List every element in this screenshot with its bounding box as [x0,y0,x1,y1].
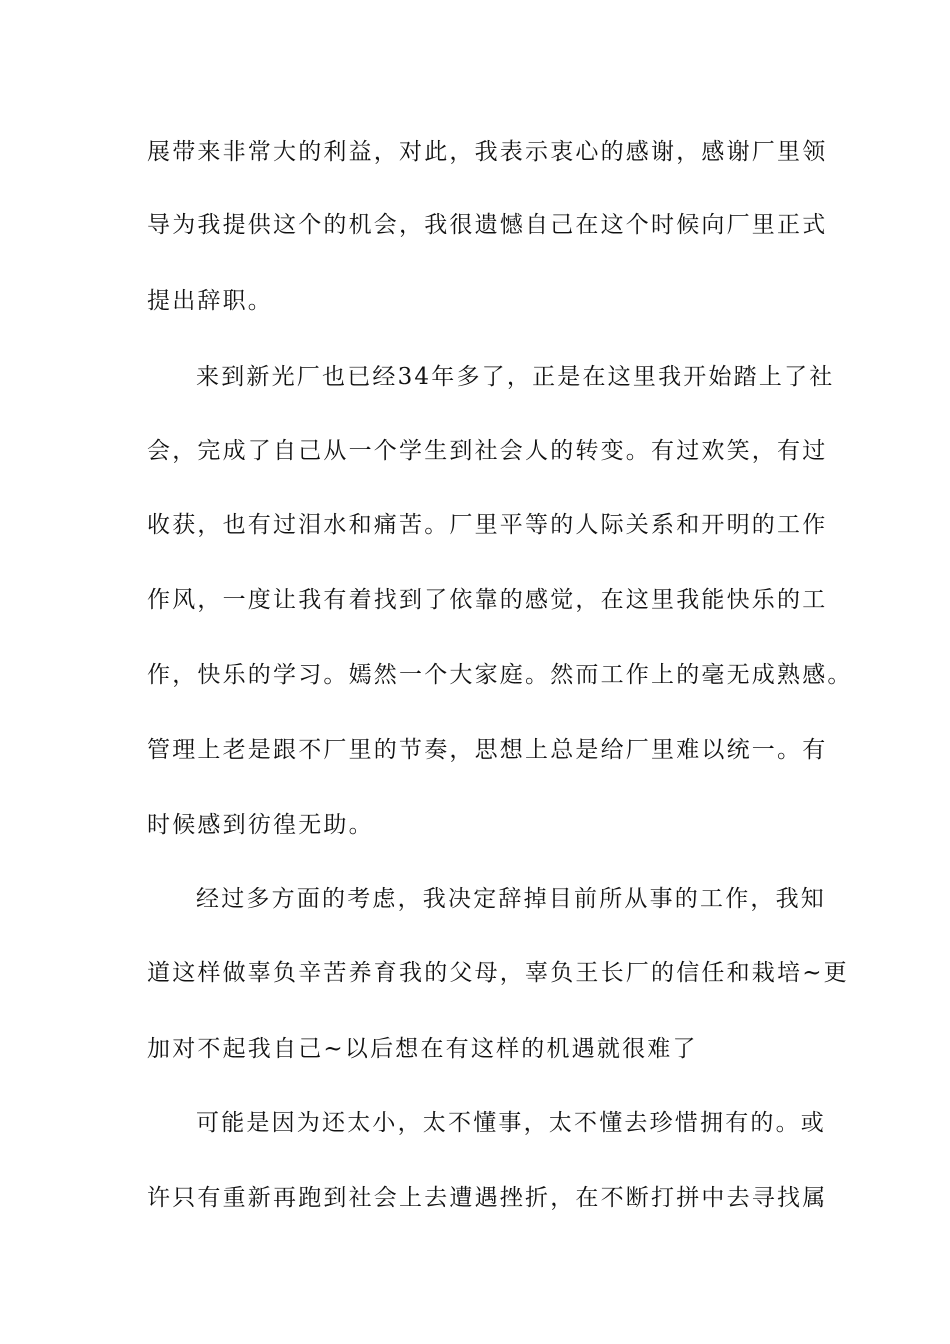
text-line-3: 提出辞职。 [147,288,273,314]
text-line-12: 道这样做辜负辛苦养育我的父母，辜负王长厂的信任和栽培~更 [147,960,849,986]
text-line-14: 可能是因为还太小，太不懂事，太不懂去珍惜拥有的。或 [196,1110,826,1136]
text-line-7: 作风，一度让我有着找到了依靠的感觉，在这里我能快乐的工 [147,587,828,613]
text-line-15: 许只有重新再跑到社会上去遭遇挫折，在不断打拼中去寻找属 [147,1185,828,1211]
text-line-10: 时候感到彷徨无助。 [147,812,374,838]
text-line-5: 会，完成了自己从一个学生到社会人的转变。有过欢笑，有过 [147,438,828,464]
text-line-9: 管理上老是跟不厂里的节奏，思想上总是给厂里难以统一。有 [147,737,828,763]
text-line-6: 收获，也有过泪水和痛苦。厂里平等的人际关系和开明的工作 [147,512,828,538]
text-line-8: 作，快乐的学习。嫣然一个大家庭。然而工作上的毫无成熟感。 [147,662,853,688]
text-line-13: 加对不起我自己~以后想在有这样的机遇就很难了 [147,1036,698,1062]
text-line-2: 导为我提供这个的机会，我很遗憾自己在这个时候向厂里正式 [147,212,828,238]
text-line-4: 来到新光厂也已经34年多了，正是在这里我开始踏上了社 [196,364,835,390]
text-line-11: 经过多方面的考虑，我决定辞掉目前所从事的工作，我知 [196,886,826,912]
text-line-1: 展带来非常大的利益，对此，我表示衷心的感谢，感谢厂里领 [147,139,828,165]
